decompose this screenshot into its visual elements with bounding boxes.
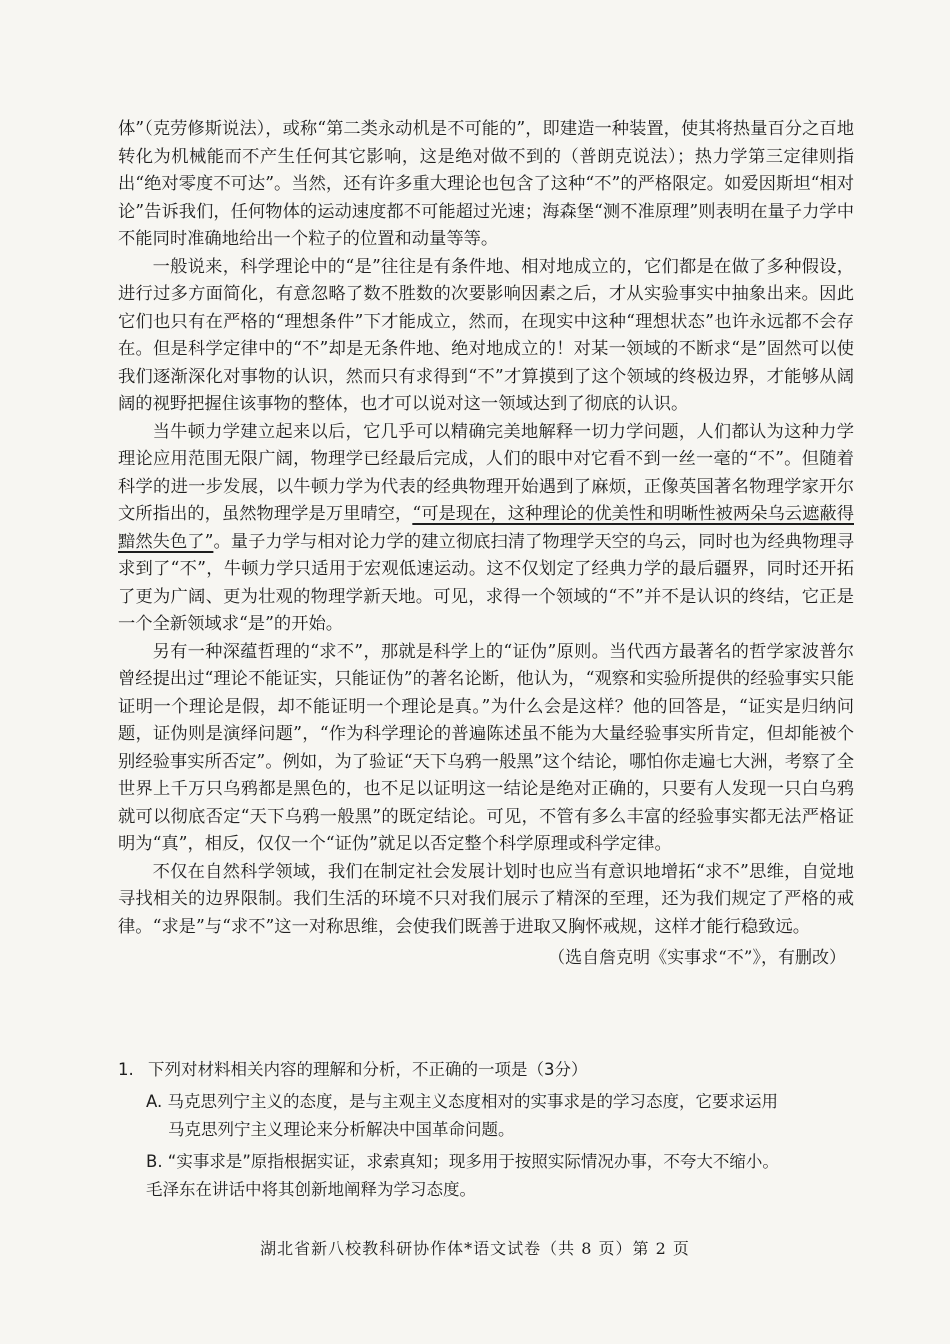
passage-paragraph-1: 体”（克劳修斯说法），或称“第二类永动机是不可能的”，即建造一种装置，使其将热量百分之百地转化为机械能而不产生任何其它影响，这是绝对做不到的（普朗克说法）；热力学第三定律则指出“绝对零度不可达”。当然，还有许多重大理论也包含了这种“不”的严格限定。如爱因斯坦“相对论”告诉我们，任何物体的运动速度都不可能超过光速；海森堡“测不准原理”则表明在量子力学中不能同时准确地给出一个粒子的位置和动量等等。	[118, 119, 854, 249]
reading-passage	[118, 116, 854, 972]
question-1	[118, 1056, 858, 1204]
option-a-line-2: 马克思列宁主义理论来分析解决中国革命问题。	[168, 1120, 515, 1139]
option-b	[146, 1148, 858, 1204]
question-stem	[118, 1056, 858, 1084]
option-a	[146, 1088, 858, 1144]
paragraph-3-text-before: 当牛顿力学建立起来以后，它几乎可以精确完美地解释一切力学问题，人们都认为这种力学理论应用范围无限广阔，物理学已经最后完成，人们的眼中对它看不到一丝一毫的“不”。但随着科学的进一步发展，以牛顿力学为代表的经典物理开始遇到了麻烦，正像英国著名物理学家开尔文所指出的，虽然物理学是万里晴空，	[118, 421, 854, 524]
passage-paragraph-4: 另有一种深蕴哲理的“求不”，那就是科学上的“证伪”原则。当代西方最著名的哲学家波普尔曾经提出过“理论不能证实，只能证伪”的著名论断，他认为，“观察和实验所提供的经验事实只能证明一个理论是假，却不能证明一个理论是真。”为什么会是这样？他的回答是，“证实是归纳问题，证伪则是演绎问题”，“作为科学理论的普遍陈述虽不能为大量经验事实所肯定，但却能被个别经验事实所否定”。例如，为了验证“天下乌鸦一般黑”这个结论，哪怕你走遍七大洲，考察了全世界上千万只乌鸦都是黑色的，也不足以证明这一结论是绝对正确的，只要有人发现一只白乌鸦就可以彻底否定“天下乌鸦一般黑”的既定结论。可见，不管有多么丰富的经验事实都无法严格证明为“真”，相反，仅仅一个“证伪”就足以否定整个科学原理或科学定律。	[118, 641, 854, 854]
option-b-line-1: B. “实事求是”原指根据实证，求索真知；现多用于按照实际情况办事，不夸大不缩小。	[146, 1152, 779, 1171]
passage-paragraph-5: 不仅在自然科学领域，我们在制定社会发展计划时也应当有意识地增拓“求不”思维，自觉地寻找相关的边界限制。我们生活的环境不只对我们展示了精深的至理，还为我们规定了严格的戒律。“求是”与“求不”这一对称思维，会使我们既善于进取又胸怀戒规，这样才能行稳致远。	[118, 861, 854, 937]
paragraph-3-text-after: 。量子力学与相对论力学的建立彻底扫清了物理学天空的乌云，同时也为经典物理寻求到了“不”，牛顿力学只适用于宏观低速运动。这不仅划定了经典力学的最后疆界，同时还开拓了更为广阔、更为壮观的物理学新天地。可见，求得一个领域的“不”并不是认识的终结，它正是一个全新领域求“是”的开始。	[118, 531, 854, 634]
underlined-quote: “可是现在，这种理论的优美性和明晰性被两朵乌云遮蔽得黯然失色了”	[118, 504, 854, 552]
question-stem-text: 下列对材料相关内容的理解和分析，不正确的一项是（3分）	[148, 1060, 588, 1079]
option-b-line-2: 毛泽东在讲话中将其创新地阐释为学习态度。	[146, 1180, 476, 1199]
question-number: 1.	[118, 1060, 134, 1079]
option-a-line-1: A. 马克思列宁主义的态度，是与主观主义态度相对的实事求是的学习态度，它要求运用	[146, 1092, 778, 1111]
page-footer: 湖北省新八校教科研协作体*语文试卷（共 8 页）第 2 页	[260, 1239, 690, 1258]
passage-paragraph-2: 一般说来，科学理论中的“是”往往是有条件地、相对地成立的，它们都是在做了多种假设，进行过多方面简化，有意忽略了数不胜数的次要影响因素之后，才从实验事实中抽象出来。因此它们也只有在严格的“理想条件”下才能成立，然而，在现实中这种“理想状态”也许永远都不会存在。但是科学定律中的“不”却是无条件地、绝对地成立的！对某一领域的不断求“是”固然可以使我们逐渐深化对事物的认识，然而只有求得到“不”才算摸到了这个领域的终极边界，才能够从阔阔的视野把握住该事物的整体，也才可以说对这一领域达到了彻底的认识。	[118, 256, 854, 414]
passage-source: （选自詹克明《实事求“不”》，有删改）	[548, 948, 846, 968]
passage-paragraph-3	[118, 419, 854, 639]
